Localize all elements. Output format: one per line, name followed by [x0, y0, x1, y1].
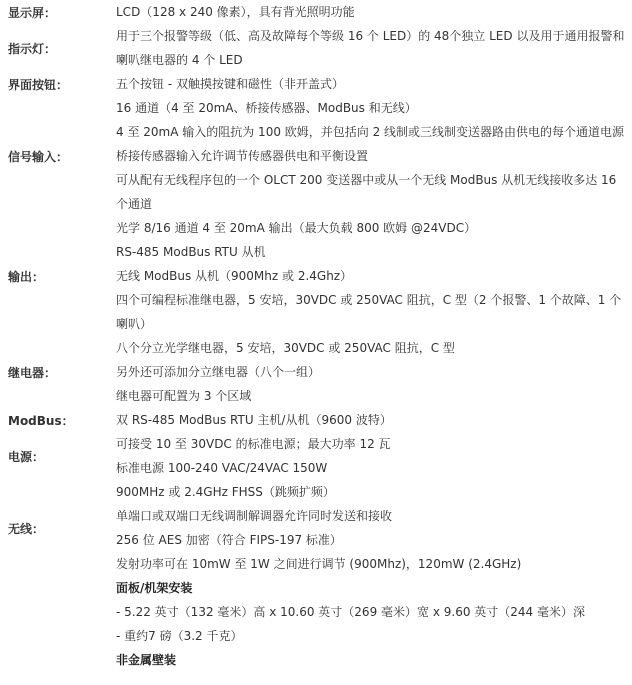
- mounting-section: [116, 576, 632, 672]
- spec-row: [0, 216, 632, 336]
- spec-value-line: 256 位 AES 加密（符合 FIPS-197 标准）: [116, 533, 342, 547]
- spec-value-line: 用于三个报警等级（低、高及故障每个等级 16 个 LED）的 48个独立 LED 以及用于通用报警和喇叭继电器的 4 个 LED: [116, 29, 625, 67]
- spec-value: [116, 96, 632, 216]
- spec-value: [116, 0, 632, 24]
- spec-value-line: 继电器可配置为 3 个区域: [116, 389, 252, 403]
- spec-row: [0, 24, 632, 72]
- spec-value-line: 另外还可添加分立继电器（八个一组）: [116, 365, 321, 379]
- spec-value-line: 发射功率可在 10mW 至 1W 之间进行调节 (900Mhz)，120mW (2.4GHz): [116, 557, 522, 571]
- spec-value: [116, 432, 632, 480]
- spec-value-line: 标准电源 100-240 VAC/24VAC 150W: [116, 461, 328, 475]
- spec-value: [116, 336, 632, 408]
- spec-value-line: 五个按钮 - 双触摸按键和磁性（非开盖式）: [116, 77, 344, 91]
- spec-value-line: 八个分立光学继电器，5 安培，30VDC 或 250VAC 阻抗，C 型: [116, 341, 455, 355]
- spec-value-line: 4 至 20mA 输入的阻抗为 100 欧姆，并包括向 2 线制或三线制变送器路由供电的每个通道电源: [116, 125, 625, 139]
- spec-value-line: 双 RS-485 ModBus RTU 主机/从机（9600 波特）: [116, 413, 392, 427]
- spec-value-line: 单端口或双端口无线调制解调器允许同时发送和接收: [116, 509, 393, 523]
- mounting-row: [0, 576, 632, 672]
- spec-row: [0, 72, 632, 96]
- wall-mount-heading: 非金属壁装: [116, 653, 177, 667]
- spec-value-line: 无线 ModBus 从机（900Mhz 或 2.4Ghz）: [116, 269, 353, 283]
- spec-label: 输出：: [8, 269, 45, 284]
- spec-value-line: 可接受 10 至 30VDC 的标准电源；最大功率 12 瓦: [116, 437, 391, 451]
- spec-value-line: 四个可编程标准继电器，5 安培，30VDC 或 250VAC 阻抗，C 型（2 个报警、1 个故障、1 个喇叭）: [116, 293, 622, 331]
- spec-value: [116, 216, 632, 336]
- spec-value-line: 16 通道（4 至 20mA、桥接传感器、ModBus 和无线）: [116, 101, 417, 115]
- spec-value-line: 900MHz 或 2.4GHz FHSS（跳频扩频）: [116, 485, 335, 499]
- spec-label: ModBus：: [8, 413, 74, 428]
- spec-label: 指示灯：: [8, 41, 57, 56]
- spec-label: 显示屏：: [8, 5, 57, 20]
- spec-value-line: 桥接传感器输入允许调节传感器供电和平衡设置: [116, 149, 369, 163]
- spec-value-line: RS-485 ModBus RTU 从机: [116, 245, 266, 259]
- spec-row: [0, 0, 632, 24]
- spec-label: 无线：: [8, 521, 45, 536]
- spec-value: [116, 480, 632, 576]
- spec-row: [0, 336, 632, 408]
- panel-mount-heading: 面板/机架安装: [116, 581, 193, 595]
- spec-value: [116, 72, 632, 96]
- spec-label: 界面按钮：: [8, 77, 69, 92]
- spec-value-line: 可从配有无线程序包的一个 OLCT 200 变送器中或从一个无线 ModBus 从机无线接收多达 16 个通道: [116, 173, 617, 211]
- panel-mount-line: - 重约7 磅（3.2 千克）: [116, 629, 243, 643]
- spec-value: [116, 24, 632, 72]
- spec-label: 电源：: [8, 449, 45, 464]
- mounting-label-spacer: [0, 576, 116, 672]
- spec-row: [0, 432, 632, 480]
- spec-row: [0, 96, 632, 216]
- spec-row: [0, 408, 632, 432]
- spec-label: 信号输入：: [8, 149, 69, 164]
- spec-row: [0, 480, 632, 576]
- spec-value-line: 光学 8/16 通道 4 至 20mA 输出（最大负载 800 欧姆 @24VDC）: [116, 221, 477, 235]
- spec-label: 继电器：: [8, 365, 57, 380]
- panel-mount-line: - 5.22 英寸（132 毫米）高 x 10.60 英寸（269 毫米）宽 x 9.60 英寸（244 毫米）深: [116, 605, 585, 619]
- spec-value-line: LCD（128 x 240 像素），具有背光照明功能: [116, 5, 355, 19]
- spec-value: [116, 408, 632, 432]
